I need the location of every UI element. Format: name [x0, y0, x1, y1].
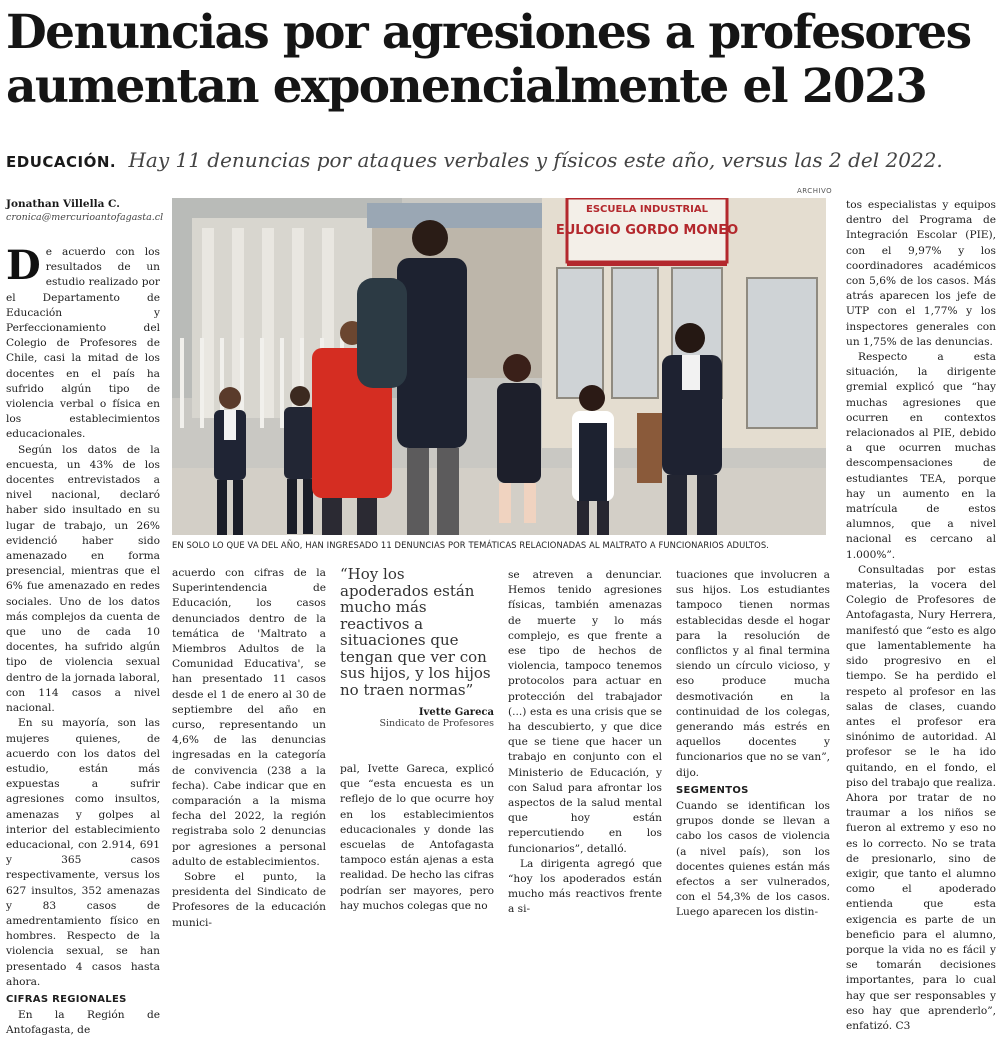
deck-summary: Hay 11 denuncias por ataques verbales y físicos este año, versus las 2 del 2022.	[128, 148, 943, 172]
lead-paragraph-text: e acuerdo con los resultados de un estudio realizado por el Departamento de Educación y Perfeccionamiento del Colegio de Profesores de Chile, casi la mitad de los docentes en el país ha sufrido algún tipo de violencia verbal o física en los establecimientos educacionales.	[6, 246, 160, 441]
author-name: Jonathan Villella C.	[6, 198, 120, 210]
paragraph: tuaciones que involucren a sus hijos. Los estudiantes tampoco tienen normas establecidas desde el hogar para la resolución de conflictos y al final termina siendo un círculo vicioso, y eso produce mucha desmotivación en la continuidad de los colegas, generando más estrés en aquellos docentes y funcionarios que no se van”, dijo.	[676, 569, 830, 779]
photo-caption: EN SOLO LO QUE VA DEL AÑO, HAN INGRESADO 11 DENUNCIAS POR TEMÁTICAS RELACIONADAS AL MALTRATO A FUNCIONARIOS ADULTOS.	[172, 540, 770, 550]
paragraph: se atreven a denunciar. Hemos tenido agresiones físicas, también amenazas de muerte y lo más complejo, es que frente a ese tipo de hechos de violencia, tampoco tenemos protocolos para actuar en protección del trabajador (...) esta es una crisis que se ha descubierto, y que dice que se tiene que hacer un trabajo en conjunto con el Ministerio de Educación, y con Salud para afrontar los aspectos de la salud mental que hoy están repercutiendo en los funcionarios”, detalló.	[508, 569, 662, 855]
headline-line-2: aumentan exponencialmente el 2023	[6, 59, 927, 114]
paragraph: Cuando se identifican los grupos donde se llevan a cabo los casos de violencia (a nivel país), son los docentes quienes están más efectos a ser vulnerados, con el 54,3% de los casos. Luego aparecen los distin-	[676, 800, 830, 919]
paragraph: tos especialistas y equipos dentro del Programa de Integración Escolar (PIE), con el 9,97% y los coordinadores académicos con 5,6% de los casos. Más atrás aparecen los jefe de UTP con el 1,77% y los inspectores generales con un 1,75% de las denuncias.	[846, 199, 996, 348]
paragraph: Según los datos de la encuesta, un 43% de los docentes entrevistados a nivel nacional, declaró haber sido insultado en su lugar de trabajo, un 26% evidenció haber sido amenazado en forma presencial, mientras que el 6% fue amenazado en redes sociales. Uno de los datos más complejos da cuenta de que uno de cada 10 docentes, ha sufrido algún tipo de violencia sexual dentro de la jornada laboral, con 114 casos a nivel nacional.	[6, 443, 160, 715]
sign-line-1: ESCUELA INDUSTRIAL	[586, 204, 708, 215]
dropcap: D	[6, 242, 41, 289]
article-column-3	[340, 762, 494, 914]
article-column-1	[6, 242, 160, 1039]
lead-paragraph	[6, 242, 160, 443]
photo-credit: ARCHIVO	[797, 187, 833, 195]
paragraph: Consultadas por estas materias, la vocera del Colegio de Profesores de Antofagasta, Nury Herrera, manifestó que “esto es algo que lamentablemente ha sido progresivo en el tiempo. Se ha perdido el respeto al profesor en las salas de clases, cuando antes el profesor era sinónimo de autoridad. Al profesor se le ha ido quitando, en el fondo, el piso del trabajo que realiza. Ahora por tratar de no traumar a los niños se fueron al extremo y eso no es lo correcto. No se trata de presionarlo, sino de exigir, que tanto el alumno como el apoderado entienda que esta exigencia es parte de un beneficio para el alumno, porque la vida no es fácil y se tomarán decisiones importantes, para lo cual hay que ser responsables y eso hay que aprenderlo”, enfatizó. C3	[846, 563, 996, 1032]
paragraph: En su mayoría, son las mujeres quienes, de acuerdo con los datos del estudio, están más expuestas a sufrir agresiones como insultos, amenazas y golpes al interior del establecimiento educacional, con 2.914, 691 y 365 casos respectivamente, versus los 627 insultos, 352 amenazas y 83 casos de amedrentamiento físico en hombres. Respecto de la violencia sexual, se han presentado 4 casos hasta ahora.	[6, 717, 160, 988]
author-email: cronica@mercurioantofagasta.cl	[6, 212, 164, 223]
headline	[6, 6, 996, 114]
pull-quote-role: Sindicato de Profesores	[379, 718, 494, 729]
subheading-cifras-regionales: CIFRAS REGIONALES	[6, 993, 127, 1005]
paragraph: Sobre el punto, la presidenta del Sindicato de Profesores de la educación munici-	[172, 871, 326, 929]
article-column-5	[676, 568, 830, 921]
pull-quote-text: “Hoy los apoderados están mucho más reactivos a situaciones que tengan que ver con sus hijos, y los hijos no traen normas”	[340, 565, 491, 699]
paragraph: En la Región de Antofagasta, de	[6, 1009, 160, 1037]
subheading-segmentos: SEGMENTOS	[676, 784, 749, 796]
pull-quote	[340, 566, 494, 729]
paragraph: Respecto a esta situación, la dirigente gremial explicó que “hay muchas agresiones que ocurren en contextos relacionados al PIE, debido a que ocurren muchas descompensaciones de estudiantes TEA, porque hay un aumento en la matrícula de estos alumnos, que a nivel nacional es cercano al 1.000%”.	[846, 351, 996, 561]
byline	[6, 197, 166, 225]
deck	[6, 147, 996, 175]
paragraph: pal, Ivette Gareca, explicó que “esta encuesta es un reflejo de lo que ocurre hoy en los establecimientos educacionales y donde las escuelas de Antofagasta tampoco están ajenas a esta realidad. De hecho las cifras podrían ser mayores, pero hay muchos colegas que no	[340, 763, 494, 912]
sign-line-2: EULOGIO GORDO MONEO	[555, 223, 739, 238]
paragraph: La dirigenta agregó que “hoy los apoderados están mucho más reactivos frente a si-	[508, 857, 662, 916]
paragraph: acuerdo con cifras de la Superintendencia de Educación, los casos denunciados dentro de la temática de 'Maltrato a Miembros Adultos de la Comunidad Educativa', se han presentado 11 casos desde el 1 de enero al 30 de septiembre del año en curso, representando un 4,6% de las denuncias ingresadas en la categoría de convivencia (238 a la fecha). Cabe indicar que en comparación a la misma fecha del 2022, la región registraba solo 2 denuncias por agresiones a personal adulto de establecimientos.	[172, 567, 326, 868]
headline-line-1: Denuncias por agresiones a profesores	[6, 5, 971, 60]
section-kicker: EDUCACIÓN.	[6, 153, 117, 171]
article-column-4	[508, 568, 662, 918]
pull-quote-name: Ivette Gareca	[418, 707, 494, 718]
article-column-2	[172, 566, 326, 931]
school-scene-illustration	[172, 198, 826, 535]
article-photo	[172, 198, 826, 535]
article-column-6	[846, 198, 996, 1034]
